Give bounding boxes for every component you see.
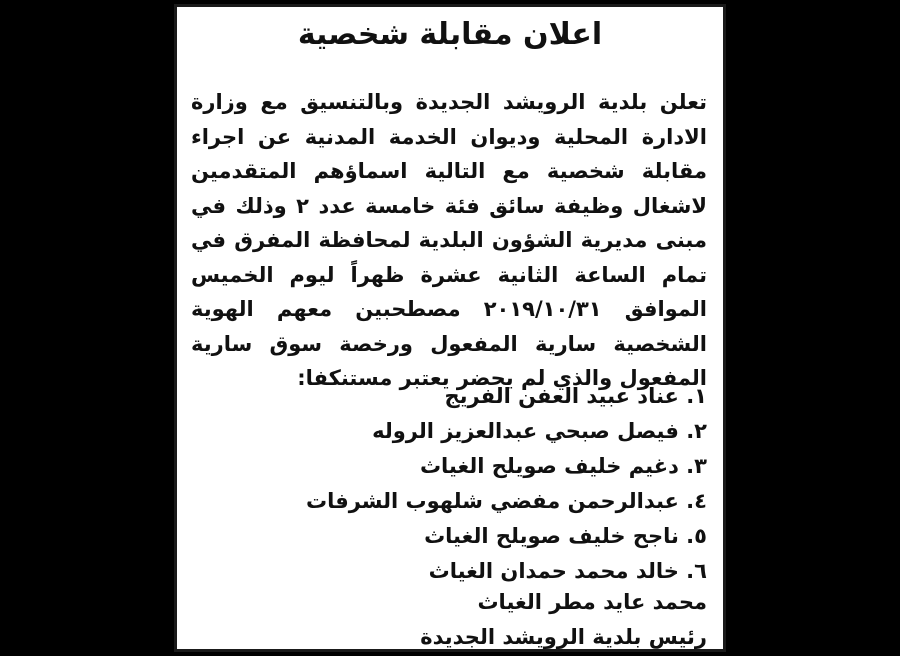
- signatory-title: رئيس بلدية الرويشد الجديدة: [420, 625, 707, 649]
- candidate-item: ٤. عبدالرحمن مفضي شلهوب الشرفات: [305, 489, 707, 513]
- signature-block: [191, 585, 707, 655]
- notice-body: [191, 85, 707, 396]
- candidate-item: ٣. دغيم خليف صويلح الغياث: [419, 454, 707, 478]
- candidate-item: ٦. خالد محمد حمدان الغياث: [428, 559, 707, 583]
- candidate-item: ٢. فيصل صبحي عبدالعزيز الروله: [372, 419, 707, 443]
- candidate-item: ١. عناد عبيد العفن الفريج: [444, 384, 707, 408]
- candidate-item: ٥. ناجح خليف صويلح الغياث: [424, 524, 707, 548]
- notice-body-text: تعلن بلدية الرويشد الجديدة وبالتنسيق مع وزارة الادارة المحلية وديوان الخدمة المدنية عن اجراء مقابلة شخصية مع التالية اسماؤهم المتقدمين لاشغال وظيفة سائق فئة خامسة عدد ٢ وذلك في مبنى مديرية الشؤون البلدية لمحافظة المفرق في تمام الساعة الثانية عشرة ظهراً ليوم الخميس الموافق ٢٠١٩/١٠/٣١ مصطحبين معهم الهوية الشخصية سارية المفعول ورخصة سوق سارية المفعول والذي لم يحضر يعتبر مستنكفا:: [191, 90, 707, 390]
- signatory-name: محمد عايد مطر الغياث: [477, 590, 707, 614]
- announcement-notice: [174, 4, 726, 652]
- notice-title: اعلان مقابلة شخصية: [297, 17, 603, 52]
- candidate-list: [191, 379, 707, 589]
